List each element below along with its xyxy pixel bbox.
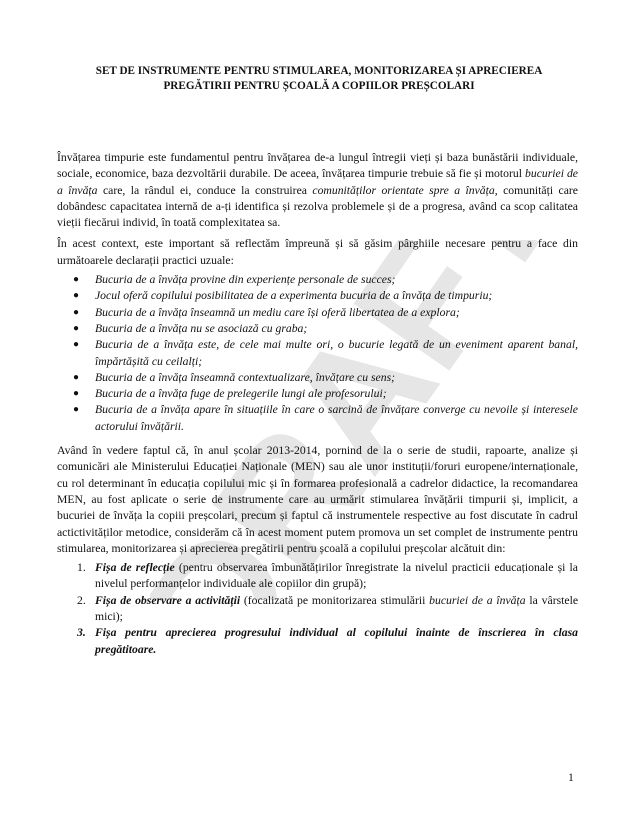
watermark-text: DRAFT [150, 240, 570, 600]
instruments-list [57, 560, 578, 658]
intro-text-3: , comunități care dobândesc capacitatea internă de a-ți identifica și rezolva problemele și de a progresa, având ca scop calitatea vieții fiecărui individ, în toată complexitatea sa. [57, 183, 578, 230]
declaration-text: Bucuria de a învăța este, de cele mai multe ori, o bucurie legată de un eveniment aparent banal, împărtășită cu ceilalți; [95, 338, 578, 368]
intro-emphasis-2: comunităților orientate spre a învăța [312, 183, 495, 197]
bullet-icon: ● [73, 322, 80, 334]
intro-text-2: care, la rândul ei, conduce la construirea [97, 183, 313, 197]
instrument-description: (focalizată pe monitorizarea stimulării [240, 593, 430, 607]
bullet-icon: ● [73, 371, 80, 383]
instrument-name: Fișa de reflecție [95, 561, 175, 575]
declaration-item [73, 337, 578, 370]
intro-emphasis-1: bucuriei de a învăța [57, 167, 578, 197]
title-line-1: SET DE INSTRUMENTE PENTRU STIMULAREA, MONITORIZAREA ȘI APRECIEREA [95, 65, 543, 77]
instrument-description: bucuriei de a învăța [429, 593, 526, 607]
declaration-text: Bucuria de a învăța nu se asociază cu graba; [95, 321, 308, 335]
declaration-text: Bucuria de a învăța înseamnă contextualizare, învățare cu sens; [95, 370, 396, 384]
declaration-item [73, 386, 578, 402]
bullet-icon: ● [73, 306, 80, 318]
page-number: 1 [568, 771, 574, 784]
intro-text-1: Învățarea timpurie este fundamentul pentru învățarea de-a lungul întregii vieți și baza bunăstării individuale, sociale, economice, baza dezvoltării durabile. De aceea, învățarea timpurie trebuie să fie și motorul [57, 151, 578, 181]
instrument-name: Fișa de observare a activității [95, 593, 241, 607]
declaration-item [73, 305, 578, 321]
declaration-item [73, 402, 578, 435]
instrument-number: 3. [77, 626, 86, 640]
title-line-2: PREGĂTIRII PENTRU ȘCOALĂ A COPIILOR PREȘCOLARI [163, 80, 475, 92]
instrument-item [77, 625, 578, 658]
bullet-icon: ● [73, 290, 80, 302]
intro-paragraph [57, 150, 578, 231]
instrument-number: 1. [77, 561, 86, 575]
declaration-text: Bucuria de a învăța apare în situațiile în care o sarcină de învățare converge cu nevoile și interesele actorului învățării. [95, 403, 578, 433]
declaration-item [73, 370, 578, 386]
declaration-text: Bucuria de a învăța fuge de prelegerile lungi ale profesorului; [95, 387, 387, 401]
instrument-description: la vârstele mici); [95, 593, 579, 624]
bullet-icon: ● [73, 274, 80, 286]
bullet-icon: ● [73, 388, 80, 400]
instrument-number: 2. [77, 593, 86, 607]
instrument-name: Fișa pentru aprecierea progresului individual al copilului înainte de înscrierea în clasa pregătitoare. [95, 626, 578, 656]
bullet-icon: ● [73, 339, 80, 351]
declaration-item [73, 288, 578, 304]
declaration-item [73, 272, 578, 288]
document-body [57, 150, 578, 658]
declaration-text: Bucuria de a învăța înseamnă un mediu care își oferă libertatea de a explora; [95, 305, 460, 319]
context-paragraph: În acest context, este important să reflectăm împreună și să găsim pârghiile necesare pentru a face din următoarele declarații practici uzuale: [57, 237, 578, 267]
bullet-icon: ● [73, 404, 80, 416]
instrument-item [77, 560, 578, 593]
rationale-paragraph: Având în vedere faptul că, în anul școlar 2013-2014, pornind de la o serie de studii, rapoarte, analize și comunicări ale Ministerului Educației Naționale (MEN) sau ale unor instituții/foruri europene/internaționale, cu rol determinant în educația copilului mic și în formarea profesională a cadrelor didactice, la recomandarea MEN, au fost aplicate o serie de instrumente care au urmărit stimularea învățării timpurii și, implicit, a bucuriei de învăța la copiii preșcolari, precum și faptul că instrumentele respective au fost discutate în cadrul actictivităților metodice, considerăm că în acest moment putem promova un set complet de instrumente pentru stimularea, monitorizarea și aprecierea pregătirii pentru școală a copilului preșcolar alcătuit din: [57, 444, 578, 555]
declaration-text: Bucuria de a învăța provine din experiențe personale de succes; [95, 273, 396, 287]
declarations-list [57, 272, 578, 435]
declaration-text: Jocul oferă copilului posibilitatea de a experimenta bucuria de a învăța de timpuriu; [95, 289, 493, 303]
instrument-description: (pentru observarea îmbunătățirilor înregistrate la nivelul practicii educaționale și la nivelul performanțelor individuale ale copiilor din grupă); [95, 561, 578, 591]
document-title [60, 64, 578, 94]
instrument-item [77, 593, 579, 626]
declaration-item [73, 321, 578, 337]
